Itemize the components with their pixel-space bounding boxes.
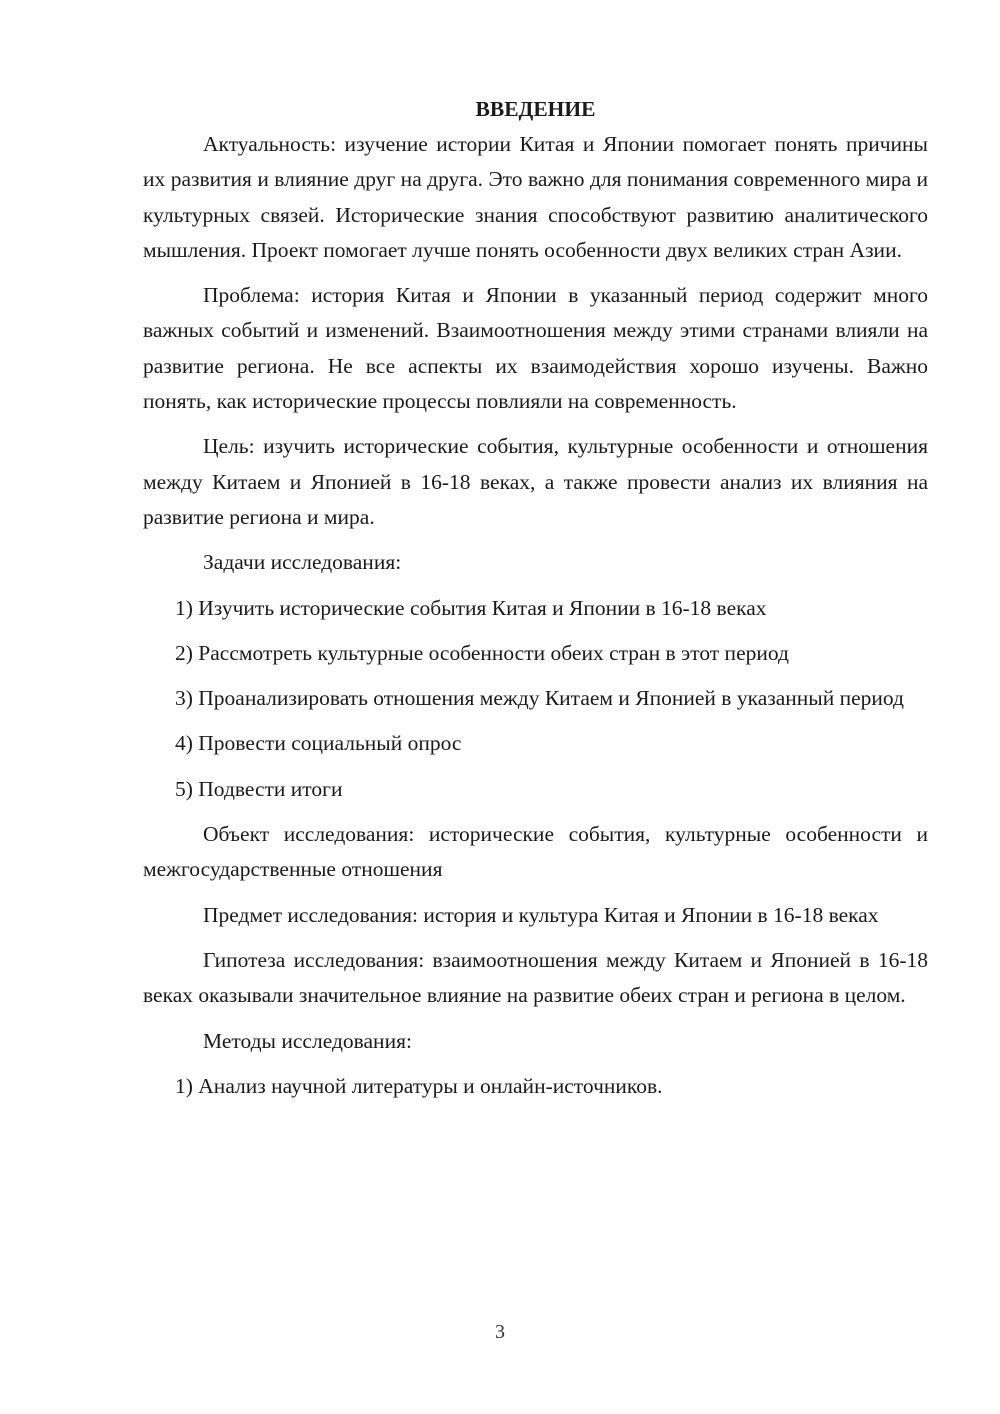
tasks-heading: Задачи исследования: (203, 550, 402, 575)
task-item: 3) Проанализировать отношения между Китаем и Японией в указанный период (175, 686, 904, 711)
goal-paragraph: Цель: изучить исторические события, культурные особенности и отношения между Китаем и Японией в 16-18 веках, а также провести анализ их влияния на развитие региона и мира. (143, 434, 928, 529)
task-item: 1) Изучить исторические события Китая и Японии в 16-18 веках (175, 595, 767, 620)
page-content (143, 92, 928, 1114)
relevance-paragraph: Актуальность: изучение истории Китая и Японии помогает понять причины их развития и влияние друг на друга. Это важно для понимания современного мира и культурных связей. Исторические знания способствуют развитию аналитического мышления. Проект помогает лучше понять особенности двух великих стран Азии. (143, 132, 928, 262)
task-item: 4) Провести социальный опрос (175, 731, 462, 756)
hypothesis-paragraph: Гипотеза исследования: взаимоотношения между Китаем и Японией в 16-18 веках оказывали значительное влияние на развитие обеих стран и региона в целом. (143, 947, 928, 1008)
method-item: 1) Анализ научной литературы и онлайн-источников. (175, 1073, 663, 1098)
task-item: 5) Подвести итоги (175, 776, 343, 801)
object-paragraph: Объект исследования: исторические события, культурные особенности и межгосударственные отношения (143, 822, 928, 882)
methods-heading: Методы исследования: (203, 1028, 412, 1053)
section-title: ВВЕДЕНИЕ (475, 97, 596, 121)
task-item: 2) Рассмотреть культурные особенности обеих стран в этот период (175, 640, 789, 665)
page-number: 3 (495, 1321, 505, 1343)
subject-paragraph: Предмет исследования: история и культура Китая и Японии в 16-18 веках (203, 902, 879, 927)
problem-paragraph: Проблема: история Китая и Японии в указанный период содержит много важных событий и изменений. Взаимоотношения между этими странами влияли на развитие региона. Не все аспекты их взаимодействия хорошо изучены. Важно понять, как исторические процессы повлияли на современность. (143, 283, 928, 414)
